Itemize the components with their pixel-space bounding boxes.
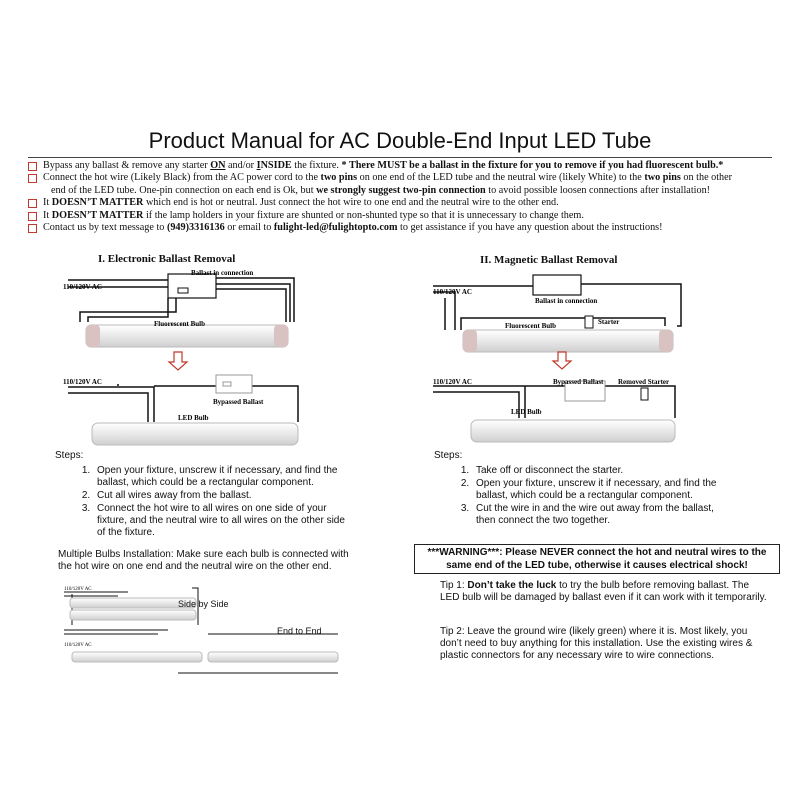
instruction-part: two pins <box>320 172 358 184</box>
instruction-part: if the lamp holders in your fixture are shunted or non-shunted type so that it is unnecessary to change them. <box>143 209 584 221</box>
instruction-part: two pins <box>644 172 681 184</box>
electronic-ballast-diagram <box>58 262 333 447</box>
multi-tube-2 <box>70 610 196 620</box>
electronic-bypassed-label: Bypassed Ballast <box>213 398 264 406</box>
instruction-part: Contact us by text message to <box>43 222 167 234</box>
instruction-part: which end is hot or neutral. Just connect the hot wire to one end and the neutral wire to the other end. <box>143 197 559 209</box>
instruction-continuation <box>43 185 788 197</box>
electronic-led-label: LED Bulb <box>178 414 209 422</box>
instruction-part: NSIDE <box>260 160 292 171</box>
electronic-fluorescent-label: Fluorescent Bulb <box>154 320 206 328</box>
instruction-part: It <box>43 209 52 221</box>
magnetic-bypassed-label: Bypassed Ballast <box>553 378 604 386</box>
multi-voltage-b: 110/120V AC <box>64 643 92 648</box>
instruction-part: DOESN’T MATTER <box>51 197 144 209</box>
magnetic-steps-label: Steps: <box>434 450 463 461</box>
fluorescent-tube <box>86 325 288 347</box>
magnetic-section-title: II. Magnetic Ballast Removal <box>480 254 618 266</box>
magnetic-down-arrow-icon <box>553 352 571 369</box>
instruction-item <box>28 222 788 234</box>
instruction-part: to avoid possible loosen connections after installation! <box>485 184 711 196</box>
electronic-step: 2. Cut all wires away from the ballast. <box>93 490 355 502</box>
magnetic-step: 3. Cut the wire in and the wire out away from the ballast, then connect the two together. <box>472 503 734 527</box>
starter-icon <box>585 316 593 328</box>
tip-2: Tip 2: Leave the ground wire (likely green) where it is. Most likely, you don’t need to buy anything for this installation. Use the existing wires & plastic connectors for any necessary wire to wire connections. <box>440 626 753 661</box>
instruction-part: on the other <box>680 172 733 184</box>
electronic-step: 1. Open your fixture, unscrew it if necessary, and find the ballast, which could be a rectangular component. <box>93 465 355 489</box>
magnetic-voltage2-label: 110/120V AC <box>433 378 472 386</box>
electronic-ballast-in-label: Ballast in connection <box>191 269 254 277</box>
magnetic-fluorescent-tube <box>463 330 673 352</box>
removed-starter-icon <box>641 388 648 400</box>
magnetic-fluorescent-label: Fluorescent Bulb <box>505 322 557 330</box>
magnetic-voltage-label: 110/120V AC <box>433 288 472 296</box>
magnetic-starter-label: Starter <box>598 318 620 326</box>
electronic-steps-label: Steps: <box>55 450 84 461</box>
electronic-voltage2-label: 110/120V AC <box>63 378 102 386</box>
warning-box: ***WARNING***: Please NEVER connect the hot and neutral wires to the same end of the LED tube, otherwise it causes electrical shock! <box>414 544 780 574</box>
electronic-steps <box>55 450 355 540</box>
tip-1: Tip 1: Don’t take the luck to try the bulb before removing ballast. The LED bulb will be damaged by ballast even if it can work with it temporarily. <box>440 580 767 603</box>
magnetic-step: 1. Take off or disconnect the starter. <box>472 465 734 477</box>
instruction-part: or email to <box>224 222 274 234</box>
instruction-part: Connect the hot wire (Likely Black) from the AC power cord to the <box>43 172 321 184</box>
instruction-part: fulight-led@fulightopto.com <box>273 222 398 234</box>
instruction-item <box>28 172 788 197</box>
instruction-part: It <box>43 197 52 209</box>
side-by-side-label: Side by Side <box>178 599 229 609</box>
checkbox-icon <box>28 224 37 233</box>
title-rule <box>28 157 772 158</box>
down-arrow-icon <box>169 352 187 370</box>
instruction-part: ON <box>210 160 226 171</box>
magnetic-ballast-box <box>533 275 581 295</box>
led-tube <box>92 423 298 445</box>
magnetic-led-label: LED Bulb <box>511 408 542 416</box>
multi-tube-3 <box>72 652 202 662</box>
magnetic-ballast-in-label: Ballast in connection <box>535 297 598 305</box>
electronic-voltage-label: 110/120V AC <box>63 283 102 291</box>
instruction-part: and/or <box>225 160 257 171</box>
instruction-part: on one end of the LED tube and the neutral wire (likely White) to the <box>357 172 645 184</box>
instruction-part: I <box>256 160 261 171</box>
bypassed-ballast-box <box>216 375 252 393</box>
magnetic-ballast-diagram <box>425 268 715 448</box>
instruction-item <box>28 210 788 222</box>
instruction-item <box>28 197 788 209</box>
electronic-step: 3. Connect the hot wire to all wires on one side of your fixture, and the neutral wire to all wires on the other side of the fixture. <box>93 503 355 539</box>
multi-bulb-text: Multiple Bulbs Installation: Make sure each bulb is connected with the hot wire on one end and the neutral wire on the other end. <box>58 549 349 572</box>
instruction-item <box>28 160 788 172</box>
magnetic-removed-label: Removed Starter <box>618 378 670 386</box>
instruction-part: (949)3316136 <box>166 222 225 234</box>
checkbox-icon <box>28 174 37 183</box>
magnetic-steps <box>434 450 734 528</box>
end-to-end-label: End to End <box>277 626 322 636</box>
instruction-part: Bypass any ballast & remove any starter <box>43 160 211 171</box>
magnetic-step: 2. Open your fixture, unscrew it if necessary, and find the ballast, which could be a rectangular component. <box>472 478 734 502</box>
electronic-section-title: I. Electronic Ballast Removal <box>98 253 236 265</box>
instruction-part: to get assistance if you have any question about the instructions! <box>397 222 663 234</box>
instruction-part: DOESN’T MATTER <box>51 209 144 221</box>
multi-voltage-a: 110/120V AC <box>64 587 92 592</box>
instruction-part: the fixture. <box>291 160 342 171</box>
checkbox-icon <box>28 212 37 221</box>
instruction-part: we strongly suggest two-pin connection <box>316 184 486 196</box>
instruction-part: end of the LED tube. One-pin connection on each end is Ok, but <box>51 184 317 196</box>
page-title: Product Manual for AC Double-End Input LED Tube <box>148 128 652 153</box>
multi-tube-4 <box>208 652 338 662</box>
checkbox-icon <box>28 162 37 171</box>
instruction-part: * There MUST be a ballast in the fixture for you to remove if you had fluorescent bulb.* <box>341 160 724 171</box>
magnetic-led-tube <box>471 420 675 442</box>
electronic-ballast-box <box>168 274 216 298</box>
checkbox-icon <box>28 199 37 208</box>
instruction-list <box>28 160 788 234</box>
